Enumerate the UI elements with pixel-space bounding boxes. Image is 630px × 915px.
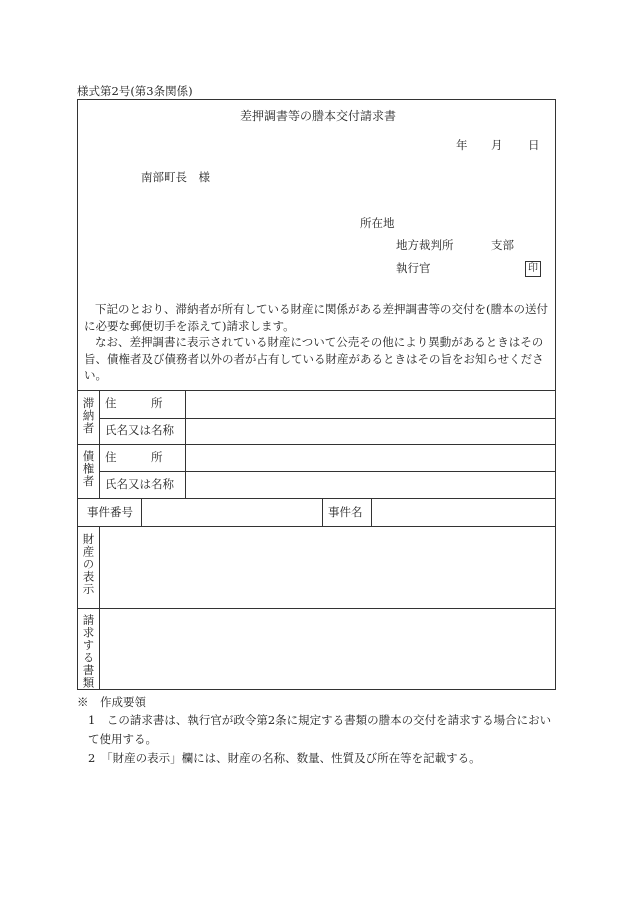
column-line <box>322 498 323 526</box>
sender-branch-label: 支部 <box>491 238 514 252</box>
body-paragraph-2: なお、差押調書に表示されている財産について公売その他により異動があるときはその旨、債権者及び債務者以外の者が占有している財産があるときはその旨をお知らせください。 <box>84 335 544 382</box>
column-line <box>185 390 186 498</box>
property-label: 財産の表示 <box>81 533 96 596</box>
note-item: 2 「財産の表示」欄には、財産の名称、数量、性質及び所在等を記載する。 <box>88 751 481 765</box>
delinquent-name-label: 氏名又は名称 <box>105 423 174 437</box>
body-paragraph-1: 下記のとおり、滞納者が所有している財産に関係がある差押調書等の交付を(謄本の送付に必要な郵便切手を添えて)請求します。 <box>84 302 548 333</box>
row-line <box>77 608 556 609</box>
case-name-label: 事件名 <box>328 505 363 519</box>
row-line <box>77 526 556 527</box>
date-day: 日 <box>528 138 540 152</box>
page-title: 差押調書等の謄本交付請求書 <box>240 109 397 123</box>
sender-address-label: 所在地 <box>360 216 395 230</box>
seal-mark: 印 <box>525 261 541 277</box>
form-number: 様式第2号(第3条関係) <box>77 84 193 98</box>
delinquent-label: 滞納者 <box>81 397 96 435</box>
sender-court-label: 地方裁判所 <box>396 238 454 252</box>
note-item: 1 この請求書は、執行官が政令第2条に規定する書類の謄本の交付を請求する場合において使用する。 <box>88 713 552 746</box>
row-line <box>99 471 556 472</box>
form-frame <box>77 99 556 690</box>
row-line <box>77 444 556 445</box>
notes-heading: ※ 作成要領 <box>77 695 146 709</box>
column-line <box>99 526 100 690</box>
sender-officer-label: 執行官 <box>396 261 431 275</box>
date-month: 月 <box>491 138 503 152</box>
column-line <box>371 498 372 526</box>
table-top-line <box>77 390 556 391</box>
documents-label: 請求する書類 <box>81 614 96 689</box>
case-number-label: 事件番号 <box>87 505 133 519</box>
delinquent-address-label: 住 所 <box>105 396 163 410</box>
row-line <box>77 498 556 499</box>
creditor-name-label: 氏名又は名称 <box>105 477 174 491</box>
creditor-address-label: 住 所 <box>105 450 163 464</box>
date-year: 年 <box>456 138 468 152</box>
column-line <box>141 498 142 526</box>
creditor-label: 債権者 <box>81 450 96 488</box>
column-line <box>99 390 100 498</box>
addressee: 南部町長 様 <box>141 170 210 184</box>
row-line <box>99 418 556 419</box>
